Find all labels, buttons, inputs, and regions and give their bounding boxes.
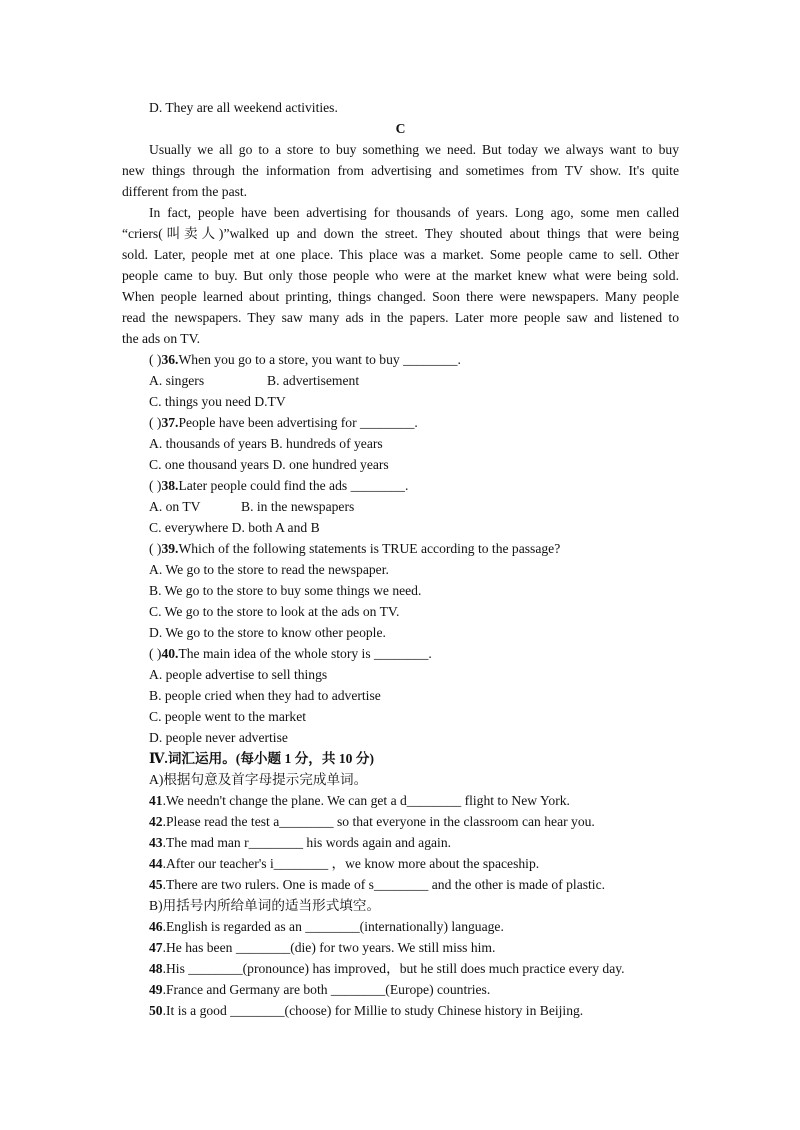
item-text: .The mad man r________ his words again and again.	[162, 835, 452, 850]
options-row: C. everywhere D. both A and B	[149, 520, 320, 535]
passage-line: read the newspapers. They saw many ads in the papers. Later more people saw and listened to	[122, 310, 679, 325]
item-text: .It is a good ________(choose) for Millie to study Chinese history in Beijing.	[162, 1003, 584, 1018]
item-text: .English is regarded as an ________(internationally) language.	[162, 919, 504, 934]
question-number: 36.	[161, 352, 179, 367]
answer-bracket[interactable]: ( )	[149, 478, 162, 493]
vocab-item-42	[122, 811, 679, 832]
vocab-item-47	[122, 937, 679, 958]
vocab-item-50	[122, 1000, 679, 1021]
passage-line: sold. Later, people met at one place. This place was a market. Some people came to sell. Other	[122, 247, 679, 262]
worksheet-page	[122, 97, 679, 1021]
options-row: C. one thousand years D. one hundred years	[149, 457, 389, 472]
option: B. We go to the store to buy some things we need.	[149, 583, 422, 598]
passage-paragraph-2	[122, 202, 679, 349]
vocab-item-41	[122, 790, 679, 811]
passage-paragraph-1	[122, 139, 679, 202]
passage-line: the ads on TV.	[122, 331, 201, 346]
option: A. singers	[149, 373, 205, 388]
vocab-item-45	[122, 874, 679, 895]
vocab-item-46	[122, 916, 679, 937]
answer-bracket[interactable]: ( )	[149, 415, 162, 430]
passage-line: different from the past.	[122, 184, 248, 199]
item-text: .There are two rulers. One is made of s________ and the other is made of plastic.	[162, 877, 606, 892]
part-b-instruction: B)用括号内所给单词的适当形式填空。	[149, 898, 381, 913]
item-number: 41	[149, 793, 163, 808]
passage-line: Usually we all go to a store to buy something we need. But today we always want to buy	[149, 142, 679, 157]
passage-line: people came to buy. But only those people who were at the market knew what were being sold.	[122, 268, 679, 283]
question-number: 37.	[161, 415, 179, 430]
option: A. We go to the store to read the newspaper.	[149, 562, 389, 577]
previous-option-d: D. They are all weekend activities.	[149, 100, 338, 115]
vocab-item-44	[122, 853, 679, 874]
question-stem: The main idea of the whole story is ________.	[178, 646, 432, 661]
item-number: 50	[149, 1003, 163, 1018]
question-36	[122, 349, 679, 370]
question-stem: When you go to a store, you want to buy ________.	[178, 352, 461, 367]
part-a-instruction: A)根据句意及首字母提示完成单词。	[149, 772, 368, 787]
option: D. people never advertise	[149, 730, 288, 745]
option: B. advertisement	[267, 373, 360, 388]
item-text: .He has been ________(die) for two years. We still miss him.	[162, 940, 496, 955]
item-text: .France and Germany are both ________(Europe) countries.	[162, 982, 491, 997]
options-row: A. thousands of years B. hundreds of years	[149, 436, 383, 451]
option: C. people went to the market	[149, 709, 307, 724]
question-40	[122, 643, 679, 664]
answer-bracket[interactable]: ( )	[149, 541, 162, 556]
vocab-item-49	[122, 979, 679, 1000]
item-text: .We needn't change the plane. We can get a d________ flight to New York.	[162, 793, 570, 808]
option: C. We go to the store to look at the ads on TV.	[149, 604, 400, 619]
option: B. people cried when they had to advertise	[149, 688, 381, 703]
passage-line: When people learned about printing, things changed. Soon there were newspapers. Many people	[122, 289, 679, 304]
item-number: 43	[149, 835, 163, 850]
item-text: .After our teacher's i________ ，we know more about the spaceship.	[162, 856, 540, 871]
question-number: 38.	[161, 478, 179, 493]
item-number: 42	[149, 814, 163, 829]
answer-bracket[interactable]: ( )	[149, 352, 162, 367]
options-row: C. things you need D.TV	[149, 394, 286, 409]
passage-line: new things through the information from advertising and sometimes from TV show. It's quite	[122, 163, 679, 178]
question-stem: People have been advertising for ________.	[178, 415, 418, 430]
options-row	[122, 496, 679, 517]
item-text: .His ________(pronounce) has improved，but he still does much practice every day.	[162, 961, 625, 976]
option: D. We go to the store to know other people.	[149, 625, 386, 640]
item-text: .Please read the test a________ so that everyone in the classroom can hear you.	[162, 814, 595, 829]
option: A. people advertise to sell things	[149, 667, 328, 682]
question-39	[122, 538, 679, 559]
question-37	[122, 412, 679, 433]
section-4-heading: Ⅳ.词汇运用。(每小题 1 分，共 10 分)	[149, 751, 374, 766]
question-number: 40.	[161, 646, 179, 661]
item-number: 49	[149, 982, 163, 997]
option: A. on TV	[149, 499, 201, 514]
vocab-item-48	[122, 958, 679, 979]
answer-bracket[interactable]: ( )	[149, 646, 162, 661]
passage-line: In fact, people have been advertising for thousands of years. Long ago, some men called	[149, 205, 679, 220]
options-row	[122, 370, 679, 391]
question-stem: Which of the following statements is TRUE according to the passage?	[178, 541, 561, 556]
item-number: 45	[149, 877, 163, 892]
question-38	[122, 475, 679, 496]
item-number: 47	[149, 940, 163, 955]
section-letter: C	[395, 121, 406, 136]
option: B. in the newspapers	[241, 499, 355, 514]
question-number: 39.	[161, 541, 179, 556]
question-stem: Later people could find the ads ________.	[178, 478, 409, 493]
vocab-item-43	[122, 832, 679, 853]
item-number: 46	[149, 919, 163, 934]
item-number: 48	[149, 961, 163, 976]
passage-line: “criers(叫卖人)”walked up and down the street. They shouted about things that were being	[122, 226, 679, 241]
item-number: 44	[149, 856, 163, 871]
